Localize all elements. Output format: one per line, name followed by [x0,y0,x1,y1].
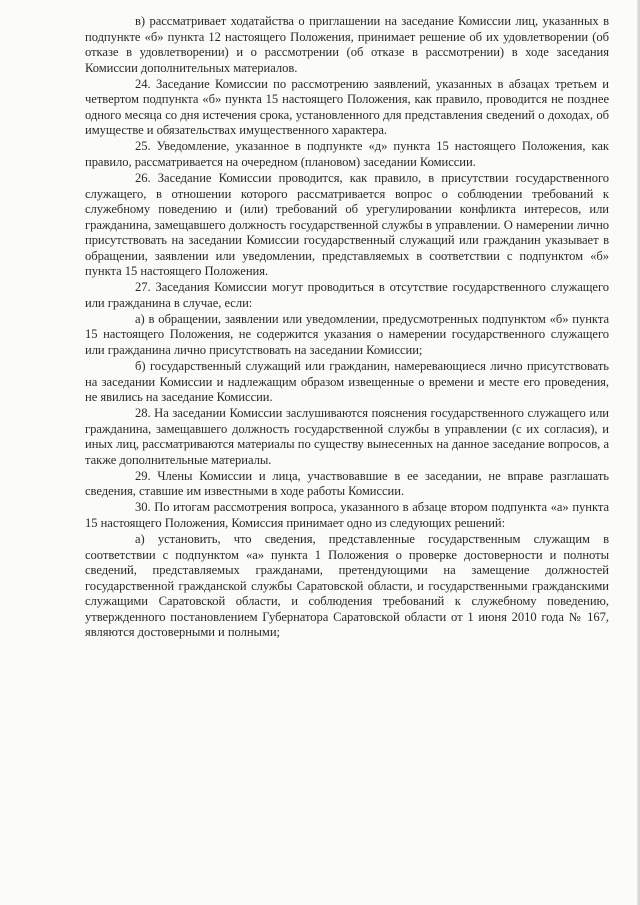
document-body [85,14,609,641]
paragraph-27: 27. Заседания Комиссии могут проводиться в отсутствие государственного служащего или гражданина в случае, если: [85,280,609,310]
paragraph-27a: а) в обращении, заявлении или уведомлении, предусмотренных подпунктом «б» пункта 15 настоящего Положения, не содержится указания о намерении государственного служащего или гражданина лично присутствовать на заседании Комиссии; [85,311,609,357]
paragraph-24: 24. Заседание Комиссии по рассмотрению заявлений, указанных в абзацах третьем и четвертом подпункта «б» пункта 15 настоящего Положения, как правило, проводится не позднее одного месяца со дня истечения срока, установленного для представления сведений о доходах, об имуществе и обязательствах имущественного характера. [85,76,609,138]
paragraph-28: 28. На заседании Комиссии заслушиваются пояснения государственного служащего или гражданина, замещавшего должность государственной службы в управлении (с их согласия), и иных лиц, рассматриваются материалы по существу вынесенных на данное заседание вопросов, а также дополнительные материалы. [85,406,609,467]
paragraph-27b: б) государственный служащий или гражданин, намеревающиеся лично присутствовать на заседании Комиссии и надлежащим образом извещенные о времени и месте его проведения, не явились на заседание Комиссии. [85,359,609,405]
paragraph-25: 25. Уведомление, указанное в подпункте «д» пункта 15 настоящего Положения, как правило, рассматривается на очередном (плановом) заседании Комиссии. [85,139,609,169]
paragraph-26: 26. Заседание Комиссии проводится, как правило, в присутствии государственного служащего, в отношении которого рассматривается вопрос о соблюдении требований к служебному поведению и (или) требований об урегулировании конфликта интересов, или гражданина, замещавшего должность государственной службы в управлении. О намерении лично присутствовать на заседании Комиссии государственный служащий или гражданин указывает в обращении, заявлении или уведомлении, представляемых в соответствии с подпунктом «б» пункта 15 настоящего Положения. [85,170,609,279]
paragraph-23v: в) рассматривает ходатайства о приглашении на заседание Комиссии лиц, указанных в подпункте «б» пункта 12 настоящего Положения, принимает решение об их удовлетворении (об отказе в удовлетворении) и о рассмотрении (об отказе в рассмотрении) в ходе заседания Комиссии дополнительных материалов. [85,14,609,75]
paragraph-30a: а) установить, что сведения, представленные государственным служащим в соответствии с подпунктом «а» пункта 1 Положения о проверке достоверности и полноты сведений, представляемых гражданами, претендующими на замещение должностей государственной гражданской службы Саратовской области, и государственными гражданскими служащими Саратовской области, и соблюдения требований к служебному поведению, утвержденного постановлением Губернатора Саратовской области от 1 июня 2010 года № 167, являются достоверными и полными; [85,532,609,640]
paragraph-29: 29. Члены Комиссии и лица, участвовавшие в ее заседании, не вправе разглашать сведения, ставшие им известными в ходе работы Комиссии. [85,468,609,499]
paragraph-30: 30. По итогам рассмотрения вопроса, указанного в абзаце втором подпункта «а» пункта 15 настоящего Положения, Комиссия принимает одно из следующих решений: [85,500,609,530]
